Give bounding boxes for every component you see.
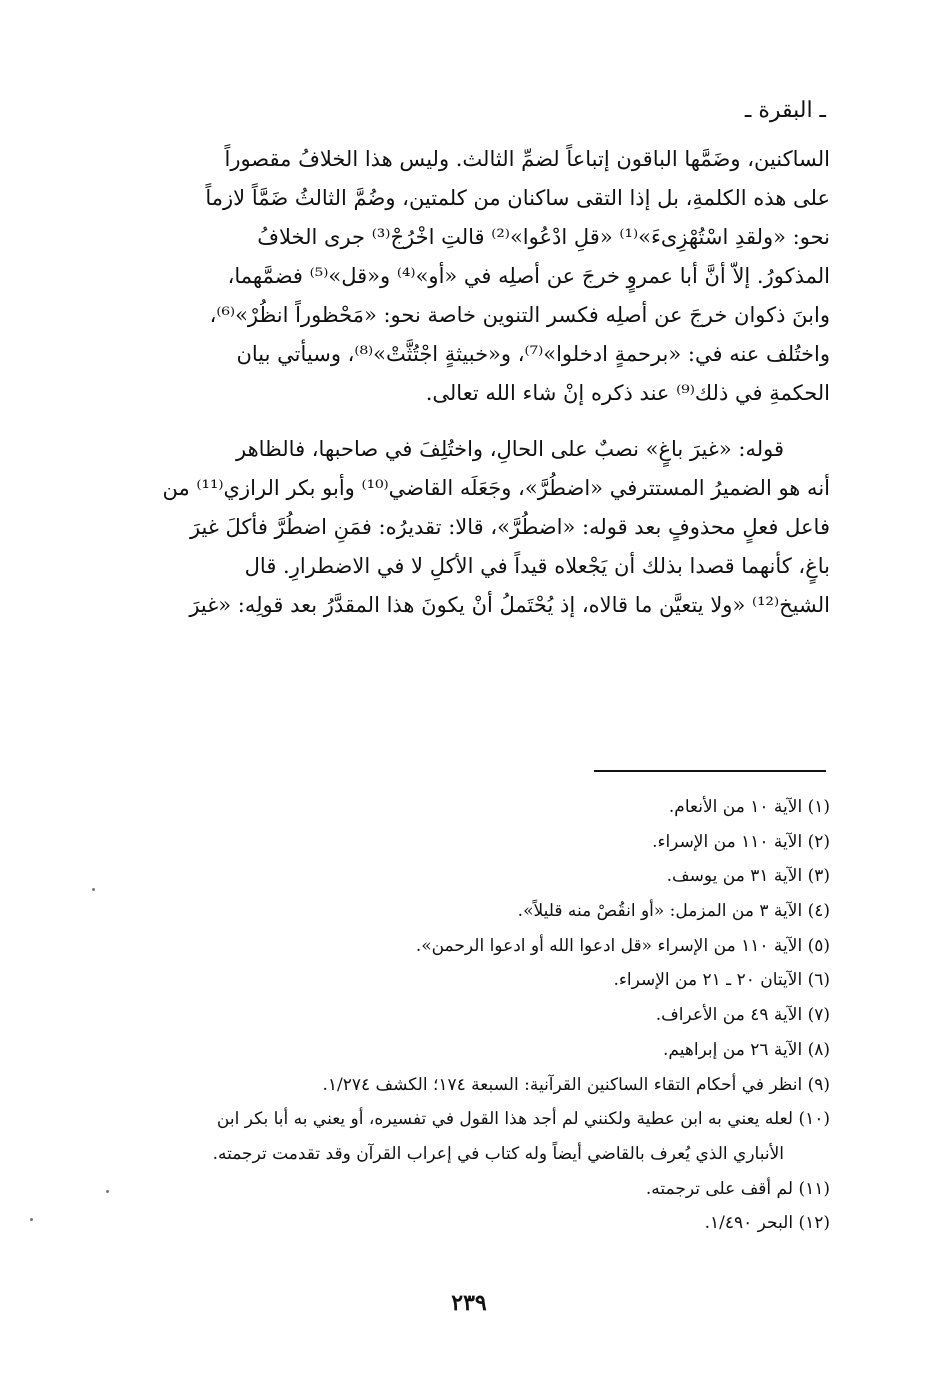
paragraph-2	[118, 430, 830, 625]
text-line: الشيخ⁽¹²⁾ «ولا يتعيَّن ما قالاه، إذ يُحْتَملُ أنْ يكونَ هذا المقدَّرُ بعد قولِه: «غيرَ	[189, 593, 830, 617]
footnote: (١) الآية ١٠ من الأنعام.	[668, 797, 830, 817]
footnote-separator	[594, 770, 826, 772]
paragraph-spacer	[118, 413, 830, 430]
footnote: (٩) انظر في أحكام التقاء الساكنين القرآنية: السبعة ١٧٤؛ الكشف ١/٢٧٤.	[322, 1074, 830, 1095]
footnote-continuation: الأنباري الذي يُعرف بالقاضي أيضاً وله كتاب في إعراب القرآن وقد تقدمت ترجمته.	[212, 1143, 784, 1164]
text-line: أنه هو الضميرُ المستترفي «اضطُرَّ»، وجَعَلَه القاضي⁽¹⁰⁾ وأبو بكر الرازي⁽¹¹⁾ من	[162, 476, 830, 500]
text-line: واختُلف عنه في: «برحمةٍ ادخلوا»⁽⁷⁾، و«خبيثةٍ اجْتُثَّتْ»⁽⁸⁾، وسيأتي بيان	[236, 342, 830, 366]
footnote: (٨) الآية ٢٦ من إبراهيم.	[663, 1039, 830, 1060]
text-line: فاعل فعلٍ محذوفٍ بعد قوله: «اضطُرَّ»، قالا: تقديرُه: فمَنِ اضطُرَّ فأكلَ غيرَ	[189, 515, 830, 539]
text-line: الحكمةِ في ذلك⁽⁹⁾ عند ذكره إنْ شاء الله تعالى.	[425, 381, 830, 405]
footnote: (٧) الآية ٤٩ من الأعراف.	[655, 1005, 830, 1026]
footnote: (٣) الآية ٣١ من يوسف.	[666, 866, 830, 887]
footnotes	[118, 790, 830, 1241]
scan-speck	[106, 1190, 109, 1193]
footnote: (٥) الآية ١١٠ من الإسراء «قل ادعوا الله أو ادعوا الرحمن».	[415, 935, 830, 956]
footnote: (٢) الآية ١١٠ من الإسراء.	[652, 831, 830, 852]
page-number: ٢٣٩	[451, 1290, 487, 1316]
main-text	[118, 140, 830, 625]
running-header: ـ البقرة ـ	[744, 98, 826, 123]
text-line: قوله: «غيرَ باغٍ» نصبٌ على الحالِ، واختُلِفَ في صاحبها، فالظاهر	[235, 437, 784, 461]
paragraph-1	[118, 140, 830, 413]
footnote: (١٢) البحر ١/٤٩٠.	[704, 1213, 830, 1234]
text-line: على هذه الكلمةِ، بل إذا التقى ساكنان من كلمتين، وضُمَّ الثالثُ ضَمَّاً لازماً	[205, 186, 830, 210]
scan-speck	[30, 1218, 33, 1221]
text-line: الساكنين، وضَمَّها الباقون إتباعاً لضمِّ الثالث. وليس هذا الخلافُ مقصوراً	[224, 147, 830, 171]
text-line: المذكورُ. إلاّ أنَّ أبا عمروٍ خرجَ عن أصلِه في «أو»⁽⁴⁾ و«قل»⁽⁵⁾ فضمَّهما،	[227, 264, 830, 288]
text-line: باغٍ، كأنهما قصدا بذلك أن يَجْعلاه قيداً في الأكلِ لا في الاضطرارِ. قال	[244, 554, 830, 578]
text-line: نحو: «ولقدِ اسْتُهْزِىءَ»⁽¹⁾ «قلِ ادْعُوا»⁽²⁾ قالتِ اخْرُجْ⁽³⁾ جرى الخلافُ	[257, 225, 830, 249]
footnote: (١٠) لعله يعني به ابن عطية ولكنني لم أجد هذا القول في تفسيره، أو يعني به أبا بكر ابن	[216, 1109, 830, 1130]
footnote: (٤) الآية ٣ من المزمل: «أو انقُصْ منه قليلاً».	[517, 901, 830, 922]
text-line: وابنَ ذكوان خرجَ عن أصلِه فكسر التنوين خاصة نحو: «مَحْظوراً انظُرْ»⁽⁶⁾،	[209, 303, 830, 327]
footnote: (٦) الآيتان ٢٠ ـ ٢١ من الإسراء.	[613, 970, 830, 991]
footnote: (١١) لم أقف على ترجمته.	[645, 1178, 830, 1199]
scan-speck	[92, 888, 95, 891]
